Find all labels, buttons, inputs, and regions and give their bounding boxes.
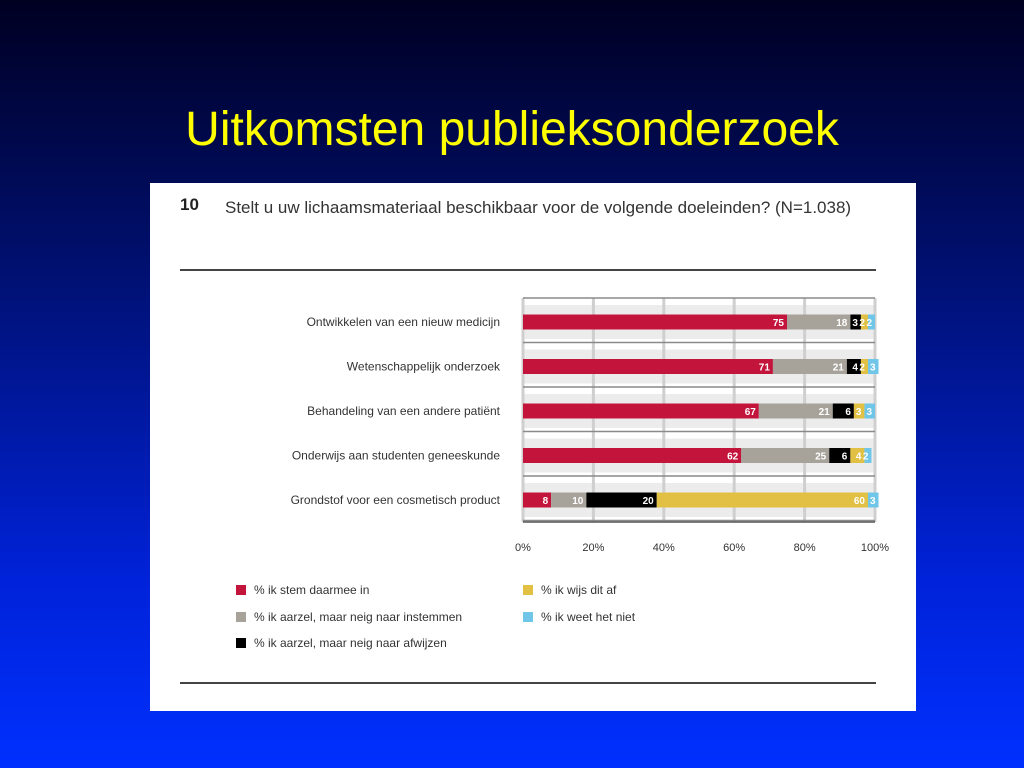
legend-item-reject bbox=[523, 583, 616, 597]
legend-item-agree bbox=[236, 583, 369, 597]
data-label: 3 bbox=[866, 407, 872, 418]
legend-item-hesitate-reject bbox=[236, 636, 447, 650]
bar-segment bbox=[523, 315, 787, 330]
legend-label-hesitate-reject: % ik aarzel, maar neig naar afwijzen bbox=[254, 636, 447, 650]
legend-item-unknown bbox=[523, 610, 635, 624]
data-label: 6 bbox=[845, 407, 851, 418]
data-label: 60 bbox=[853, 496, 865, 507]
category-label: Ontwikkelen van een nieuw medicijn bbox=[306, 315, 500, 329]
bar-segment bbox=[657, 493, 868, 508]
data-label: 10 bbox=[572, 496, 584, 507]
x-tick-label: 0% bbox=[515, 542, 531, 554]
legend-label-unknown: % ik weet het niet bbox=[541, 610, 636, 624]
data-label: 75 bbox=[772, 318, 784, 329]
stacked-bar-chart bbox=[150, 183, 916, 711]
data-label: 21 bbox=[818, 407, 830, 418]
legend-label-agree: % ik stem daarmee in bbox=[254, 583, 370, 597]
bar-segment bbox=[523, 359, 773, 374]
legend-swatch-agree bbox=[236, 585, 246, 595]
data-label: 25 bbox=[815, 451, 827, 463]
category-label: Grondstof voor een cosmetisch product bbox=[290, 493, 500, 507]
bottom-rule bbox=[180, 682, 876, 684]
data-label: 3 bbox=[855, 407, 862, 418]
legend-item-hesitate-agree bbox=[236, 610, 462, 624]
category-label: Behandeling van een andere patiënt bbox=[307, 404, 500, 418]
x-tick-label: 40% bbox=[652, 542, 675, 554]
legend-label-reject: % ik wijs dit af bbox=[541, 583, 617, 597]
data-label: 2 bbox=[859, 362, 865, 374]
data-label: 2 bbox=[862, 451, 869, 463]
data-label: 20 bbox=[642, 496, 654, 507]
data-label: 2 bbox=[859, 318, 865, 329]
data-label: 4 bbox=[852, 362, 858, 374]
legend-swatch-unknown bbox=[523, 612, 533, 622]
x-tick-label: 20% bbox=[582, 542, 605, 554]
legend-swatch-hesitate-reject bbox=[236, 638, 246, 648]
data-label: 62 bbox=[727, 451, 739, 463]
x-tick-label: 100% bbox=[860, 542, 890, 554]
slide-title: Uitkomsten publieksonderzoek bbox=[185, 103, 839, 156]
data-label: 21 bbox=[832, 362, 844, 374]
x-tick-label: 80% bbox=[793, 542, 816, 554]
data-label: 3 bbox=[852, 318, 858, 329]
data-label: 6 bbox=[841, 451, 848, 463]
legend-swatch-reject bbox=[523, 585, 533, 595]
data-label: 3 bbox=[869, 362, 876, 374]
data-label: 3 bbox=[869, 496, 876, 507]
question-text: Stelt u uw lichaamsmateriaal beschikbaar voor de volgende doeleinden? (N=1.038) bbox=[225, 198, 852, 217]
bar-segment bbox=[523, 448, 741, 463]
x-tick-label: 60% bbox=[723, 542, 746, 554]
legend-swatch-hesitate-agree bbox=[236, 612, 246, 622]
data-label: 4 bbox=[855, 451, 862, 463]
data-label: 2 bbox=[866, 318, 872, 329]
legend-label-hesitate-agree: % ik aarzel, maar neig naar instemmen bbox=[254, 610, 463, 624]
bar-segment bbox=[523, 404, 759, 419]
data-label: 8 bbox=[542, 496, 549, 507]
question-number: 10 bbox=[180, 195, 199, 214]
category-label: Onderwijs aan studenten geneeskunde bbox=[291, 448, 500, 463]
data-label: 18 bbox=[836, 318, 848, 329]
data-label: 71 bbox=[758, 362, 770, 374]
category-label: Wetenschappelijk onderzoek bbox=[346, 359, 500, 374]
chart-panel bbox=[150, 183, 916, 711]
data-label: 67 bbox=[744, 407, 756, 418]
